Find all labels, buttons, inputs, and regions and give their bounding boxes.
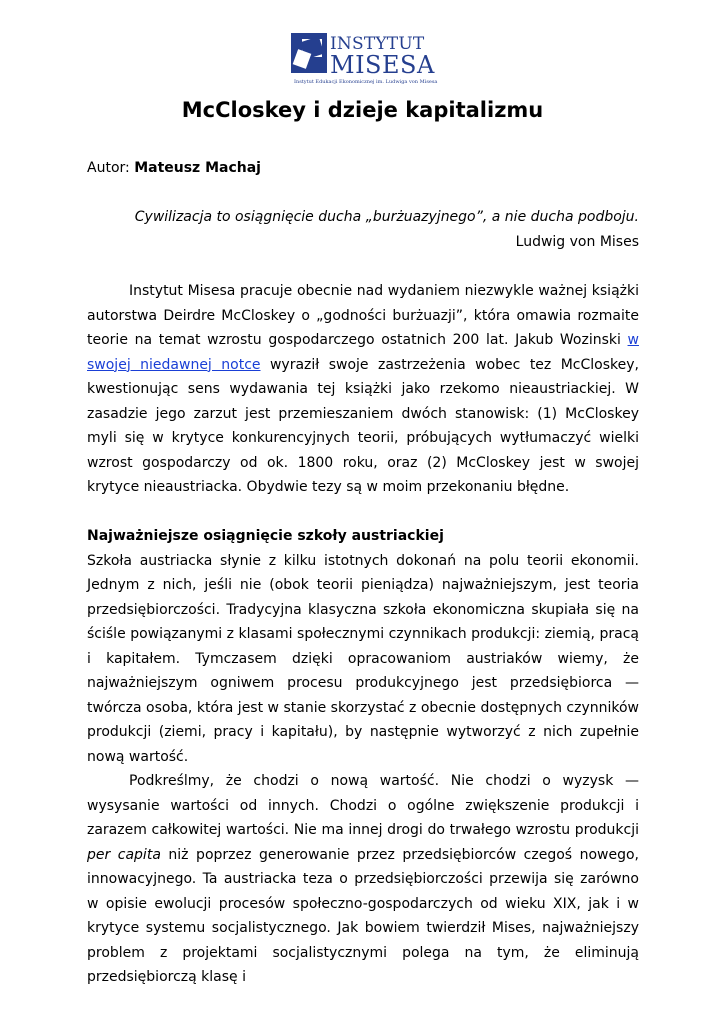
article-body xyxy=(87,279,639,990)
motto xyxy=(87,205,639,254)
intro-text-before-link: Instytut Misesa pracuje obecnie nad wydaniem niezwykle ważnej książki autorstwa Deirdre McCloskey o „godności burżuazji”, która omawia rozmaite teorie na temat wzrostu gospodarczego ostatnich 200 lat. Jakub Wozinski xyxy=(87,283,639,348)
section-paragraph-2 xyxy=(87,769,639,990)
logo-subtitle: Instytut Edukacji Ekonomicznej im. Ludwiga von Misesa xyxy=(294,79,438,85)
section-heading: Najważniejsze osiągnięcie szkoły austriackiej xyxy=(87,528,444,544)
motto-source: Ludwig von Mises xyxy=(515,233,639,250)
intro-text-after-link: wyraził swoje zastrzeżenia wobec tez McCloskey, kwestionując sens wydawania tej książki jako rzekomo nieaustriackiej. W zasadzie jego zarzut jest przemieszaniem dwóch stanowisk: (1) McCloskey myli się w krytyce konkurencyjnych teorii, próbujących wytłumaczyć wielki wzrost gospodarczy od ok. 1800 roku, oraz (2) McCloskey jest w swojej krytyce nieaustriacka. Obydwie tezy są w moim przekonaniu błędne. xyxy=(87,356,639,495)
logo-name-line2: MISESA xyxy=(330,51,435,79)
author-label: Autor: xyxy=(87,160,130,176)
institute-logo xyxy=(290,33,440,91)
paragraph2-italic-term: per capita xyxy=(87,846,161,863)
section-paragraph-1: Szkoła austriacka słynie z kilku istotnych dokonań na polu teorii ekonomii. Jednym z nich, jeśli nie (obok teorii pieniądza) najważniejszym, jest teoria przedsiębiorczości. Tradycyjna klasyczna szkoła ekonomiczna skupiała się na ściśle powiązanymi z klasami społecznymi czynnikach produkcji: ziemią, pracą i kapitałem. Tymczasem dzięki opracowaniom austriaków wiemy, że najważniejszym ogniwem procesu produkcyjnego jest przedsiębiorca — twórcza osoba, która jest w stanie skorzystać z obecnie dostępnych czynników produkcji (ziemi, pracy i kapitału), by następnie wytworzyć z nich zupełnie nową wartość. xyxy=(87,552,639,765)
page-title: McCloskey i dzieje kapitalizmu xyxy=(181,98,544,122)
intro-paragraph xyxy=(87,279,639,500)
paragraph2-text-before: Podkreślmy, że chodzi o nową wartość. Nie chodzi o wyzysk — wysysanie wartości od innych. Chodzi o ogólne zwiększenie produkcji i zarazem całkowitej wartości. Nie ma innej drogi do trwałego wzrostu produkcji xyxy=(87,773,639,838)
logo-name-line1: INSTYTUT xyxy=(330,34,425,54)
motto-quote: Cywilizacja to osiągnięcie ducha „burżuazyjnego”, a nie ducha podboju. xyxy=(134,209,639,225)
author-name: Mateusz Machaj xyxy=(134,160,261,176)
paragraph2-text-after: niż poprzez generowanie przez przedsiębiorców czegoś nowego, innowacyjnego. Ta austriacka teza o przedsiębiorczości przewija się zarówno w opisie ewolucji procesów społeczno-gospodarczych od wieku XIX, jak i w krytyce systemu socjalistycznego. Jak bowiem twierdził Mises, najważniejszy problem z projektami socjalistycznymi polega na tym, że eliminują przedsiębiorczą klasę i xyxy=(87,846,639,985)
logo-emblem-icon xyxy=(290,33,330,77)
author-line xyxy=(87,156,639,181)
notka-link[interactable]: w swojej niedawnej notce xyxy=(87,332,639,373)
